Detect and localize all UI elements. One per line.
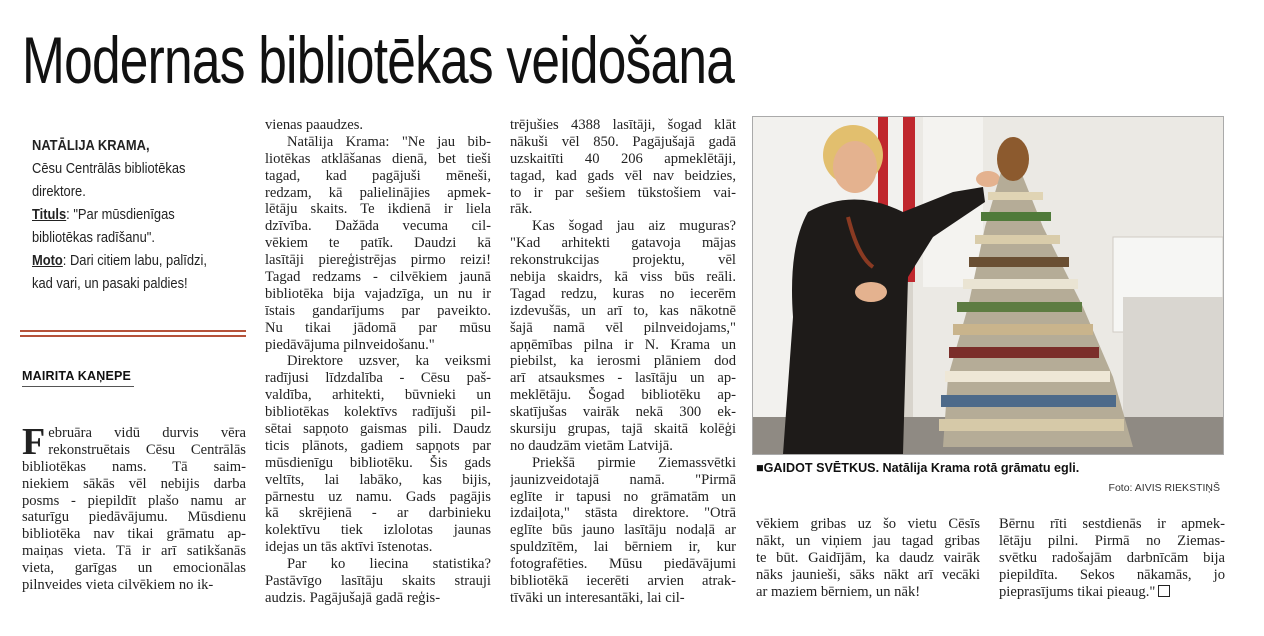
text-column-1 (22, 421, 246, 594)
text-line: spuldzītēm, lai bērniem ir, kur (510, 539, 736, 556)
photo-illustration (753, 117, 1223, 454)
text-line: rāk. (510, 201, 533, 218)
text-column-2 (265, 117, 491, 607)
text-line: bibliotēkā iecerēti arvien atrak- (510, 573, 736, 590)
text-line: Tagad redzams - cilvēkiem jaunā (265, 269, 491, 286)
text-line: audzis. Pagājušajā gadā reģis- (265, 589, 441, 606)
text-line: ticis plānots, gadiem sapņots par (265, 437, 491, 454)
caption-label: GAIDOT SVĒTKUS. (763, 461, 880, 475)
text-column-5 (999, 516, 1225, 600)
text-line: maiņas vieta. Tā ir arī satikšanās (22, 543, 246, 560)
text-line: trējušies 4388 lasītāji, šogad klāt (510, 117, 736, 133)
author-infobox (32, 134, 207, 295)
text-line: eglīte būs jauno lasītāju nodaļā ar (510, 522, 736, 539)
byline: MAIRITA KAŅEPE (22, 369, 132, 383)
text-line: Direktore uzsver, ka veiksmi (287, 353, 491, 370)
title-value-2: bibliotēkas radīšanu". (32, 229, 155, 246)
text-line: redzam, kā palielinājies apmek- (265, 184, 491, 201)
text-line: izdevušās, un arī to, kas nākotnē (510, 302, 736, 319)
text-line: Par ko liecina statistika? (287, 556, 491, 573)
text-line: tīvāki un interesantāki, lai cil- (510, 589, 685, 606)
motto-value-1: : Dari citiem labu, palīdzi, (62, 252, 207, 269)
text-line: nāks jaunieši, sāks nākt arī vecāki (756, 566, 980, 583)
col1-lines (22, 421, 246, 594)
author-name: NATĀLIJA KRAMA, (32, 137, 150, 154)
text-line: bibliotēkas kolektīvs radījuši pil- (265, 404, 491, 421)
text-line: kolektīvu tiek izlolotas jaunas (265, 522, 491, 539)
col2-lines (265, 117, 491, 607)
text-line: bibliotēkas nams. Tā saim- (22, 458, 246, 475)
text-line: meklētāju. Šogad bibliotēku ap- (510, 387, 736, 404)
text-line: "Kad arhitekti gatavoja mājas (510, 235, 736, 252)
photo-caption: ■GAIDOT SVĒTKUS. Natālija Krama rotā grāmatu egli. (756, 461, 1080, 475)
text-line: nebija skaidrs, kā viss būs reāli. (510, 269, 736, 286)
text-line: lētāju pilni. Pirmā no Ziemas- (999, 532, 1225, 549)
text-line: ebruāra vidū durvis vēra (48, 425, 246, 441)
text-line: to ir par sešiem tūkstošiem vai- (510, 184, 736, 201)
motto-line-1 (32, 249, 207, 272)
title-value-1: : "Par mūsdienīgas (66, 206, 175, 223)
text-line: bibliotēka bija vajadzīga, un nu ir (265, 285, 491, 302)
text-line: dzīvība. Dažāda vecuma cil- (265, 218, 491, 235)
text-line: te būt. Gaidījām, ka daudz vairāk (756, 549, 980, 566)
text-line: eglīte ir tapusi no grāmatām un (510, 488, 736, 505)
text-line: rekonstruētais Cēsu Centrālās (48, 441, 246, 458)
text-column-4 (756, 516, 980, 600)
text-line: skatījušas vairāk nekā 300 ek- (510, 404, 736, 421)
text-line: izdaiļota," stāsta direktore. "Otrā (510, 505, 736, 522)
text-line: piepildīta. Sekos nākamās, jo (999, 566, 1225, 583)
text-line: vienas paaudzes. (265, 117, 364, 133)
divider-rule (20, 335, 246, 337)
text-line: liotēkas atklāšanas dienā, bet tieši (265, 150, 491, 167)
text-line: bibliotēka nav tikai grāmatu ap- (22, 526, 246, 543)
text-line: apņēmības pilna ir N. Krama un (510, 336, 736, 353)
text-line: lētāju skaits. Te ikdienā ir liela (265, 201, 491, 218)
text-line: skursiju grupas, tajā skaitā kolēģi (510, 421, 736, 438)
text-line: radījusi līdzdalība - Cēsu paš- (265, 370, 491, 387)
text-line: vieta, garīgas un emocionālas (22, 560, 246, 577)
text-line: no daudzām vietām Latvijā. (510, 437, 673, 454)
dropcap: F (22, 421, 46, 463)
text-line: posms - piepildīt plašo namu ar (22, 492, 246, 509)
text-line: rekonstrukcijas projektu, vēl (510, 252, 736, 269)
text-line: uzskaitīti 40 206 apmeklētāji, (510, 150, 736, 167)
title-label: Tituls (32, 206, 67, 223)
text-line: pilnveides vieta cilvēkiem no ik- (22, 577, 214, 594)
text-line: piedāvājuma pilnveidošanu." (265, 336, 435, 353)
caption-text: Natālija Krama rotā grāmatu egli. (879, 461, 1080, 475)
text-line: idejas un tās aktīvi īstenotas. (265, 539, 433, 556)
text-line: nākuši vēl 850. Pagājušajā gadā (510, 133, 736, 150)
author-role-line-2: direktore. (32, 183, 86, 200)
text-line: pieprasījums tikai pieaug." (999, 584, 1225, 601)
text-line: niekiem sākās vēl nebijis darba (22, 475, 246, 492)
text-line: Bērnu rīti sestdienās ir apmek- (999, 516, 1225, 532)
text-line: Nu tikai jādomā par mūsu (265, 319, 491, 336)
col5-lines (999, 516, 1225, 600)
text-line: tagad, kad gads vēl nav beidzies, (510, 167, 736, 184)
text-line: veltīts, lai labāko, kas bijis, (265, 471, 491, 488)
text-line: sētai sapņoto gaismas pili. Daudz (265, 421, 491, 438)
text-line: Kas šogad jau aiz muguras? (532, 218, 736, 235)
col4-lines (756, 516, 980, 600)
end-of-article-icon (1158, 585, 1170, 597)
text-line: vēkiem gribas uz šo vietu Cēsīs (756, 516, 980, 532)
text-line: ar maziem bērniem, un nāk! (756, 583, 921, 600)
text-line: mūsdienīgu bibliotēku. Šis gads (265, 454, 491, 471)
text-line: lasītāji piereģistrējas pirmo reizi! (265, 252, 491, 269)
byline-underline (22, 386, 134, 387)
text-line: svētku radošajām darbnīcām bija (999, 549, 1225, 566)
text-line: Priekšā pirmie Ziemassvētki (532, 454, 736, 471)
title-line-1 (32, 203, 204, 226)
text-line: šajā namā vēl pilnveidojams," (510, 319, 736, 336)
text-line: pārnestu uz namu. Gads pagājis (265, 488, 491, 505)
divider-rule (20, 330, 246, 332)
text-line: jaunizveidotajā namā. "Pirmā (510, 471, 736, 488)
text-line: saturīgu piedāvājumu. Mūsdienu (22, 509, 246, 526)
motto-label: Moto (32, 252, 63, 269)
text-line: kā skrējienā - ar darbinieku (265, 505, 491, 522)
article-headline: Modernas bibliotēkas veidošana (22, 23, 735, 97)
text-line: valdība, arhitekti, būvnieki un (265, 387, 491, 404)
text-line: tagad, kad pagājuši mēneši, (265, 167, 491, 184)
text-line: Natālija Krama: "Ne jau bib- (287, 133, 491, 150)
article-photo (752, 116, 1224, 455)
photo-credit: Foto: AIVIS RIEKSTIŅŠ (1108, 482, 1220, 494)
text-column-3 (510, 117, 736, 607)
col3-lines (510, 117, 736, 607)
text-line: īstais gandarījums par paveikto. (265, 302, 491, 319)
text-line: vēkiem te patīk. Daudzi kā (265, 235, 491, 252)
motto-value-2: kad vari, un pasaki paldies! (32, 275, 188, 292)
author-role-line-1: Cēsu Centrālās bibliotēkas (32, 160, 186, 177)
text-line: arī atsauksmes - lasītāju un ap- (510, 370, 736, 387)
text-line: nākt, un viņiem jau tagad gribas (756, 532, 980, 549)
text-line: piebilst, ka ierosmi plāniem dod (510, 353, 736, 370)
text-line: Tagad redzu, kuras no iecerēm (510, 285, 736, 302)
text-line: fotografēties. Mūsu piedāvājumi (510, 556, 736, 573)
text-line: Pastāvīgo lasītāju skaits strauji (265, 573, 491, 590)
